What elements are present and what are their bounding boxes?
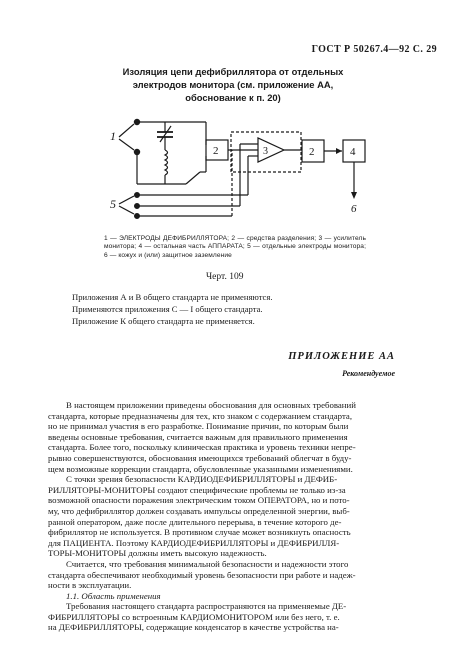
label-electrodes: 1 [110, 129, 116, 143]
paragraph-line: Считается, что требования минимальной безопасности и надежности этого [66, 558, 349, 569]
paragraph-line: фибриллятор не используется. В противном случае может возникнуть опасность [48, 527, 351, 538]
label-monitor: 4 [350, 146, 356, 158]
paragraph-line: ности в эксплуатации. [48, 580, 132, 591]
label-output: 6 [351, 203, 357, 215]
paragraph-line: стандарта обеспечивают необходимый уровень безопасности при работе и надеж- [48, 569, 356, 580]
paragraph-line: для ПАЦИЕНТА. Поэтому КАРДИОДЕФИБРИЛЛЯТОРЫ и ДЕФИБРИЛЛЯ- [48, 537, 340, 548]
label-amplifier: 3 [263, 146, 268, 157]
paragraph-line: ранной оператором, даже после длительного перерыва, в течение которого де- [48, 516, 342, 527]
appendix-notes [72, 292, 372, 327]
paragraph-line: рывно совершенствуются, обоснования имеющихся требований облегчат в буду- [48, 452, 352, 463]
appendix-title: ПРИЛОЖЕНИЕ АА [288, 351, 395, 362]
figure-number: Черт. 109 [206, 272, 244, 282]
amplifier-triangle [258, 138, 284, 162]
paragraph-line: щем возможные коррекции стандарта, обусловленные указанными изменениями. [48, 463, 353, 474]
page-header: ГОСТ Р 50267.4—92 С. 29 [311, 44, 437, 55]
note-line: Приложение К общего стандарта не применяется. [72, 315, 255, 326]
label-isolation-block: 2 [213, 145, 219, 157]
appendix-status: Рекомендуемое [342, 369, 395, 378]
note-line: Применяются приложения С — I общего стандарта. [72, 303, 263, 314]
figure-title-line: электродов монитора (см. приложение АА, [132, 79, 334, 90]
figure-title-line: Изоляция цепи дефибриллятора от отдельных [122, 66, 344, 77]
figure-title-line: обоснование к п. 20) [185, 92, 281, 103]
figure-caption: 1 — ЭЛЕКТРОДЫ ДЕФИБРИЛЛЯТОРА; 2 — средства разделения; 3 — усилитель монитора; 4 — остальная часть АППАРАТА; 5 — отдельные электроды монитора; 6 — кожух и (или) защитное заземление [104, 235, 366, 259]
paragraph-line: введены основные требования, считается важным для правильного применения [48, 431, 348, 442]
label-monitor-electrodes: 5 [110, 197, 116, 211]
paragraph-line: стандарта, которые предназначены для тех, кто знаком с содержанием стандарта, [48, 410, 353, 421]
pointer-line [119, 124, 134, 137]
paragraph-line: но не принимал участия в его разработке. Понимание причин, по которым были [48, 421, 349, 432]
paragraph-line: стандарта. Более того, поскольку клиническая практика и уровень техники непре- [48, 442, 356, 453]
inductor-coil [165, 150, 168, 175]
pointer-line [119, 139, 134, 150]
paragraph-line: РИЛЛЯТОРЫ-МОНИТОРЫ создают специфические проблемы не только из-за [48, 484, 346, 495]
section-heading: 1.1. Область применения [66, 590, 161, 601]
paragraph-line: ФИБРИЛЛЯТОРЫ со встроенным КАРДИОМОНИТОРОМ или без него, т. е. [48, 611, 340, 622]
body-text [48, 400, 420, 633]
paragraph-line: возможной опасности поражения электрическим током ОПЕРАТОРА, но и пото- [48, 495, 350, 506]
note-line: Приложения А и В общего стандарта не применяются. [72, 292, 273, 302]
paragraph-line: Требования настоящего стандарта распространяются на применяемые ДЕ- [66, 601, 347, 612]
label-mid-block: 2 [309, 146, 315, 158]
paragraph-line: С точки зрения безопасности КАРДИОДЕФИБРИЛЛЯТОРЫ и ДЕФИБ- [66, 474, 338, 485]
paragraph-line: ТОРЫ-МОНИТОРЫ должны иметь высокую надежность. [48, 548, 267, 559]
paragraph-line: му, что дефибриллятор должен создавать импульсы определенной энергии, выб- [48, 505, 350, 516]
paragraph-line: на ДЕФИБРИЛЛЯТОРЫ, содержащие конденсатор в качестве устройства на- [48, 622, 339, 633]
paragraph-line: В настоящем приложении приведены обоснования для основных требований [66, 400, 356, 410]
